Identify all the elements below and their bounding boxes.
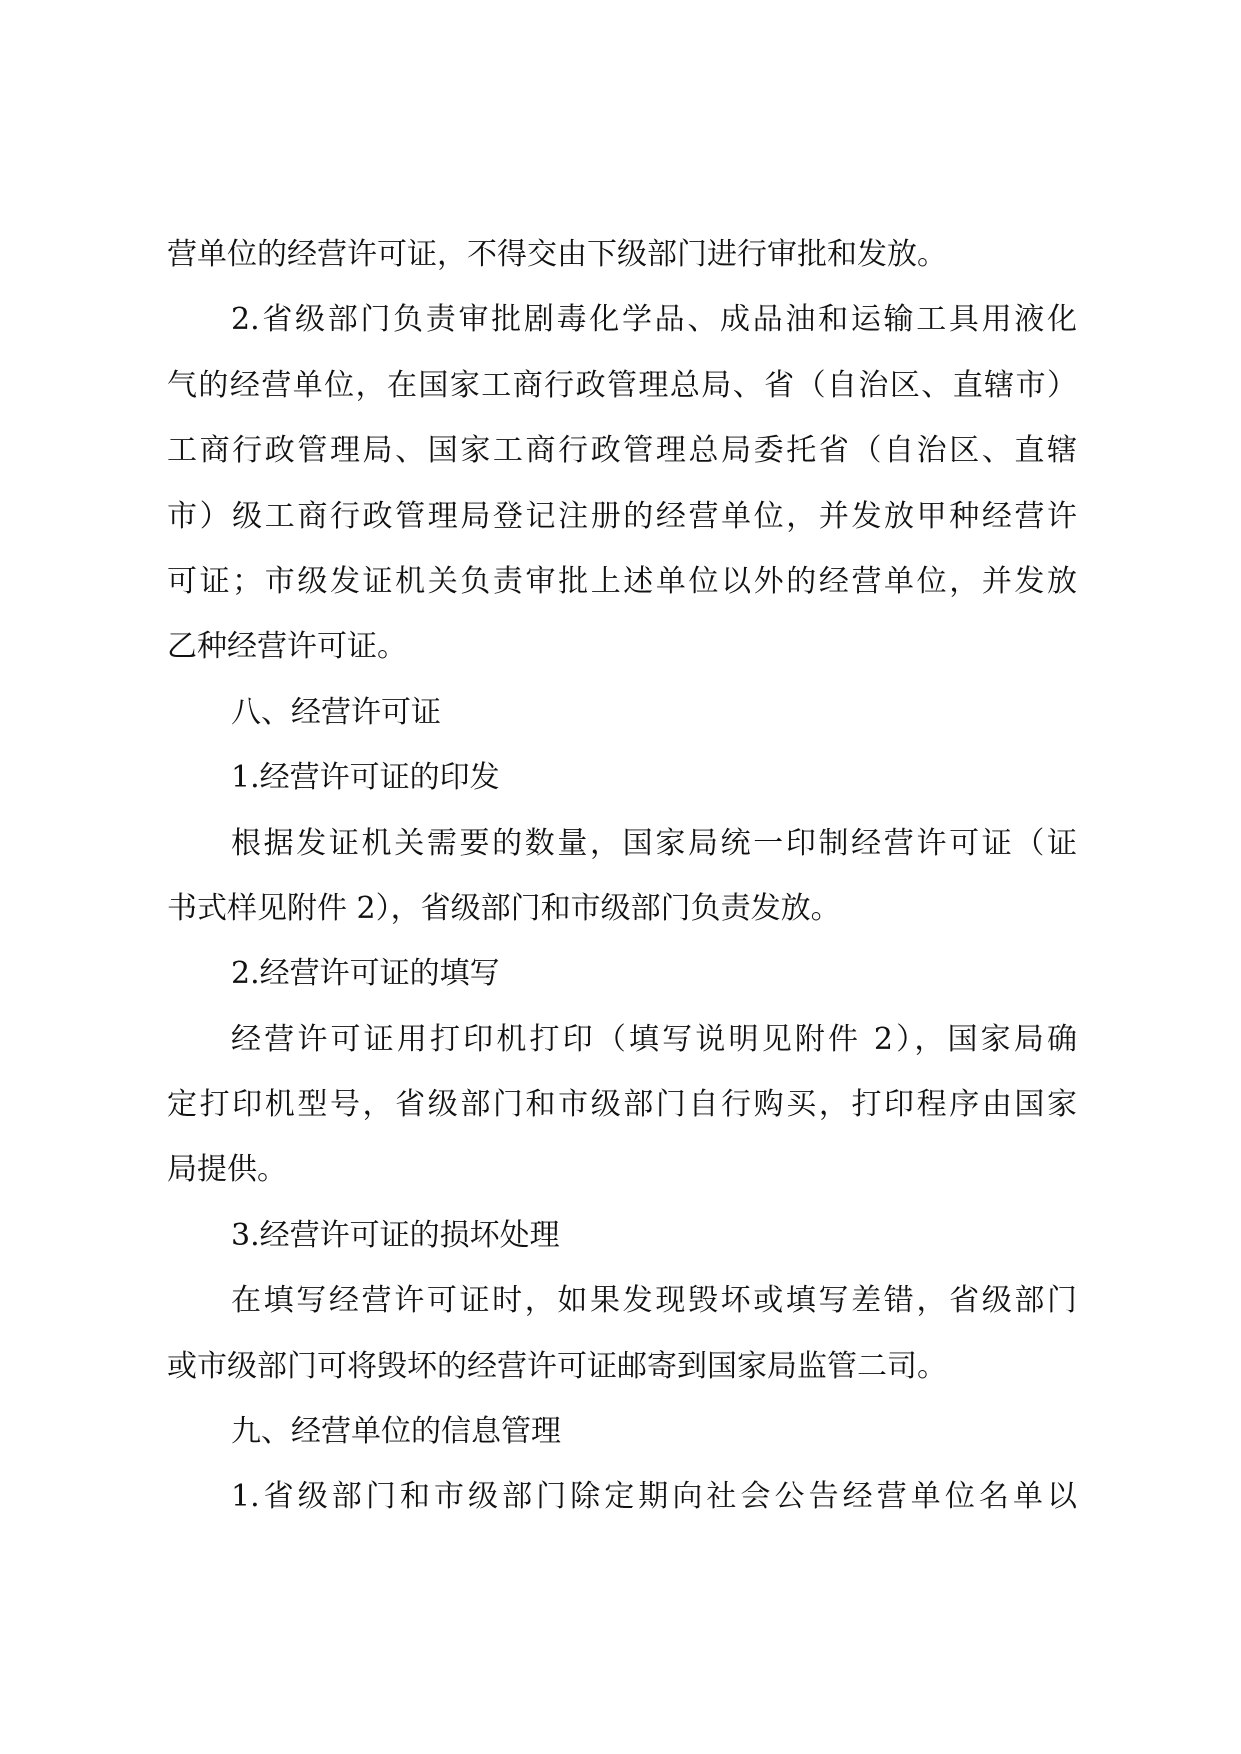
text-line: 市）级工商行政管理局登记注册的经营单位，并发放甲种经营许 [167, 498, 1077, 534]
text-line: 经营许可证用打印机打印（填写说明见附件 2），国家局确 [231, 1021, 1077, 1057]
text-line: 书式样见附件 2），省级部门和市级部门负责发放。 [167, 890, 841, 926]
subsection-heading: 3.经营许可证的损坏处理 [231, 1217, 560, 1253]
section-heading: 九、经营单位的信息管理 [231, 1414, 561, 1450]
body-text [167, 222, 1077, 1530]
text-line: 可证；市级发证机关负责审批上述单位以外的经营单位，并发放 [167, 563, 1077, 599]
text-line: 局提供。 [167, 1152, 287, 1188]
text-line: 气的经营单位，在国家工商行政管理总局、省（自治区、直辖市） [167, 367, 1077, 403]
subsection-heading: 1.经营许可证的印发 [231, 760, 500, 796]
text-line: 2.省级部门负责审批剧毒化学品、成品油和运输工具用液化 [231, 302, 1077, 338]
text-line: 或市级部门可将毁坏的经营许可证邮寄到国家局监管二司。 [167, 1348, 947, 1384]
text-line: 定打印机型号，省级部门和市级部门自行购买，打印程序由国家 [167, 1087, 1077, 1123]
text-line: 1.省级部门和市级部门除定期向社会公告经营单位名单以 [231, 1479, 1077, 1515]
text-line: 乙种经营许可证。 [167, 629, 407, 665]
text-line: 工商行政管理局、国家工商行政管理总局委托省（自治区、直辖 [167, 433, 1077, 469]
text-line: 在填写经营许可证时，如果发现毁坏或填写差错，省级部门 [231, 1283, 1077, 1319]
text-line: 根据发证机关需要的数量，国家局统一印制经营许可证（证 [231, 825, 1077, 861]
section-heading: 八、经营许可证 [231, 694, 441, 730]
text-line: 营单位的经营许可证，不得交由下级部门进行审批和发放。 [167, 237, 947, 272]
subsection-heading: 2.经营许可证的填写 [231, 956, 500, 992]
